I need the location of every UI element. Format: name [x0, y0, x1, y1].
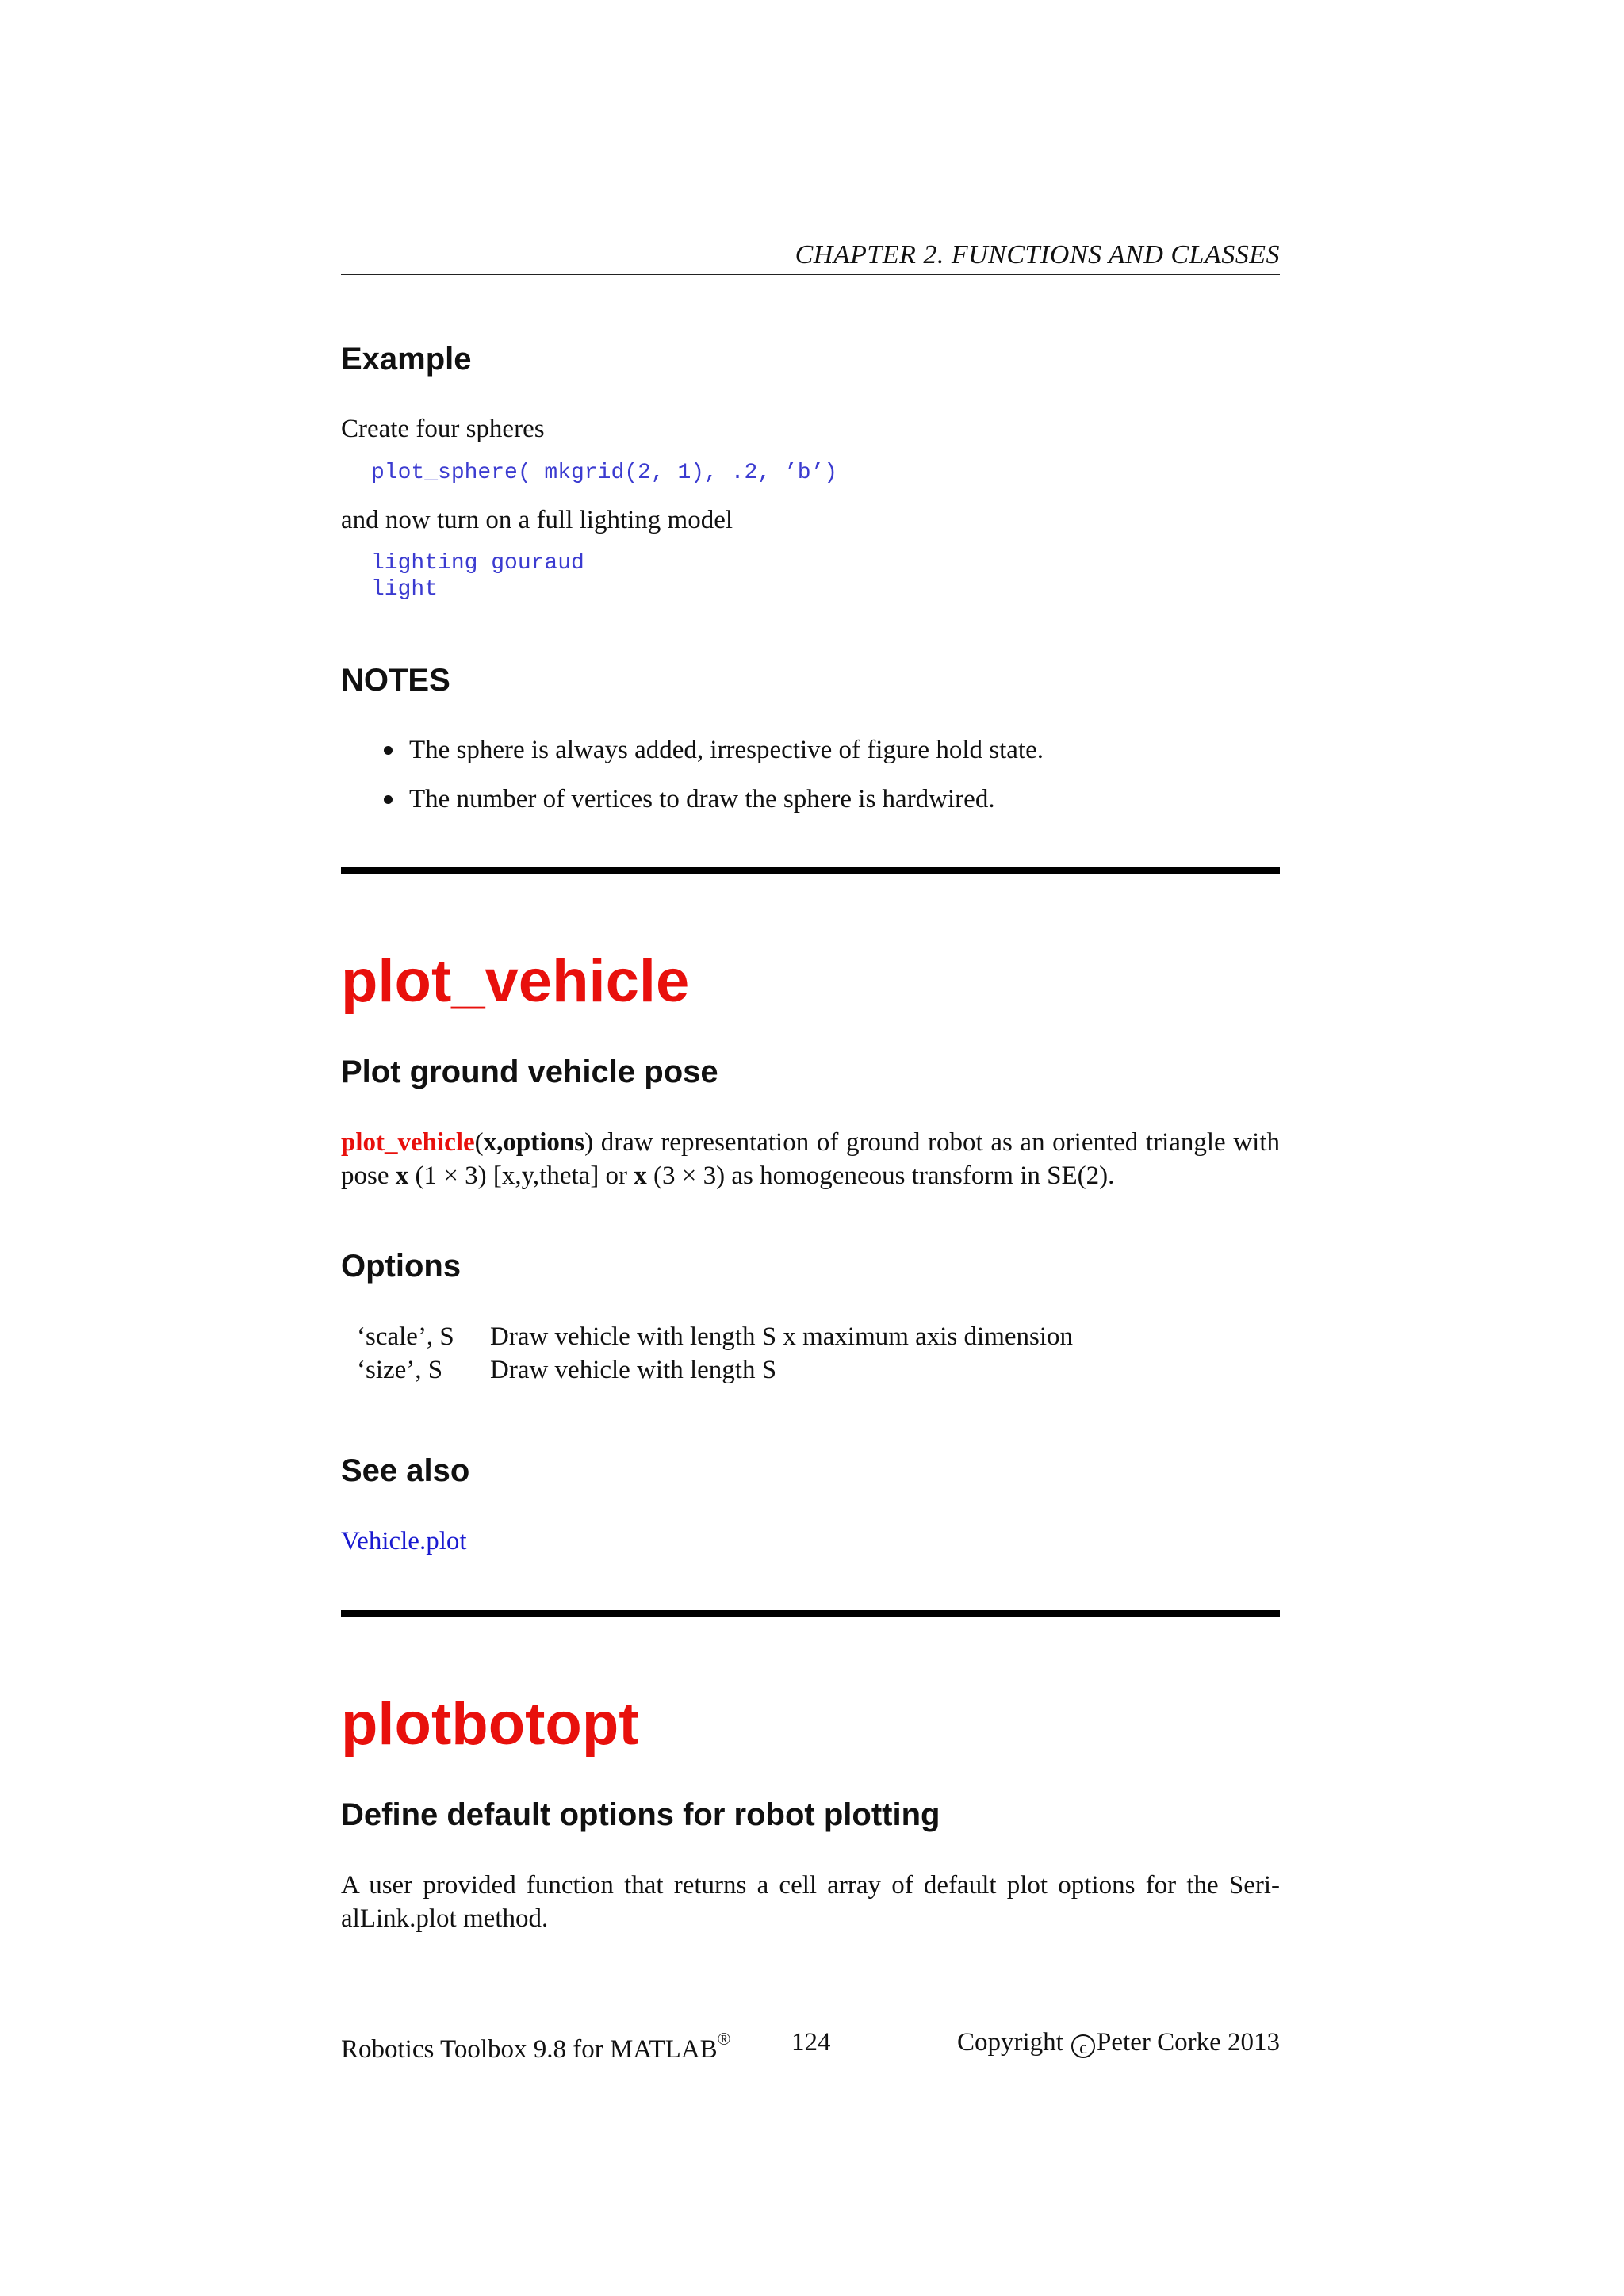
copyright-icon: c [1071, 2034, 1095, 2058]
code-line: light [371, 577, 439, 602]
function-title-plot-vehicle: plot_vehicle [341, 947, 690, 1015]
option-key: ‘scale’, S [357, 1322, 454, 1351]
registered-mark: ® [717, 2029, 731, 2049]
arg-comma: , [496, 1128, 504, 1157]
code-block-lighting [371, 550, 584, 603]
table-row [357, 1353, 1073, 1387]
footer-title: Robotics Toolbox 9.8 for MATLAB [341, 2035, 718, 2064]
running-header: CHAPTER 2. FUNCTIONS AND CLASSES [795, 240, 1280, 270]
page-number: 124 [791, 2028, 831, 2057]
copyright-owner: Peter Corke 2013 [1097, 2028, 1280, 2057]
footer-copyright [957, 2026, 1280, 2059]
function-description [341, 1126, 1280, 1192]
code-line: lighting gouraud [371, 551, 584, 576]
section-divider [341, 1610, 1280, 1617]
copyright-word: Copyright [956, 2028, 1063, 2057]
bullet-icon [384, 795, 393, 804]
desc-text: ( [474, 1128, 484, 1157]
list-item [341, 783, 1044, 816]
note-text: The sphere is always added, irrespective of figure hold state. [409, 736, 1044, 764]
see-also-content [341, 1525, 1280, 1558]
section-divider [341, 867, 1280, 874]
footer-left [341, 2026, 730, 2066]
notes-heading: NOTES [341, 663, 450, 698]
table-row [357, 1320, 1073, 1353]
code-block-sphere: plot_sphere( mkgrid(2, 1), .2, ’b’) [371, 461, 838, 485]
options-table [357, 1320, 1073, 1387]
list-item [341, 733, 1044, 767]
see-also-heading: See also [341, 1453, 470, 1488]
option-desc: Draw vehicle with length S [490, 1356, 777, 1384]
desc-text: (3 × 3) as homogeneous transform in SE(2). [646, 1161, 1115, 1190]
function-subtitle: Plot ground vehicle pose [341, 1054, 718, 1089]
options-heading: Options [341, 1249, 462, 1284]
arg-options: options [503, 1128, 585, 1157]
function-title-plotbotopt: plotbotopt [341, 1690, 639, 1758]
option-key: ‘size’, S [357, 1356, 443, 1384]
example-intro-text: Create four spheres [341, 415, 545, 443]
example-heading: Example [341, 342, 472, 377]
function-description: A user provided function that returns a cell array of default plot options for the Seri-alLink.plot method. [341, 1871, 1280, 1933]
desc-text: ) draw representation of ground robot as an oriented triangle with pose [341, 1128, 1280, 1190]
see-also-link[interactable]: Vehicle.plot [341, 1527, 467, 1556]
function-name-ref: plot_vehicle [341, 1128, 475, 1157]
bullet-icon [384, 746, 393, 755]
lighting-intro-text: and now turn on a full lighting model [341, 506, 733, 534]
document-page [341, 0, 1280, 2296]
option-desc: Draw vehicle with length S x maximum axis dimension [490, 1322, 1074, 1351]
header-rule [341, 274, 1280, 275]
desc-text: (1 × 3) [x,y,theta] or [408, 1161, 634, 1190]
arg-x: x [634, 1161, 647, 1190]
arg-x: x [395, 1161, 409, 1190]
notes-list [341, 733, 1044, 832]
note-text: The number of vertices to draw the sphere is hardwired. [409, 785, 995, 813]
function-subtitle: Define default options for robot plotting [341, 1797, 940, 1832]
arg-x: x [483, 1128, 497, 1157]
